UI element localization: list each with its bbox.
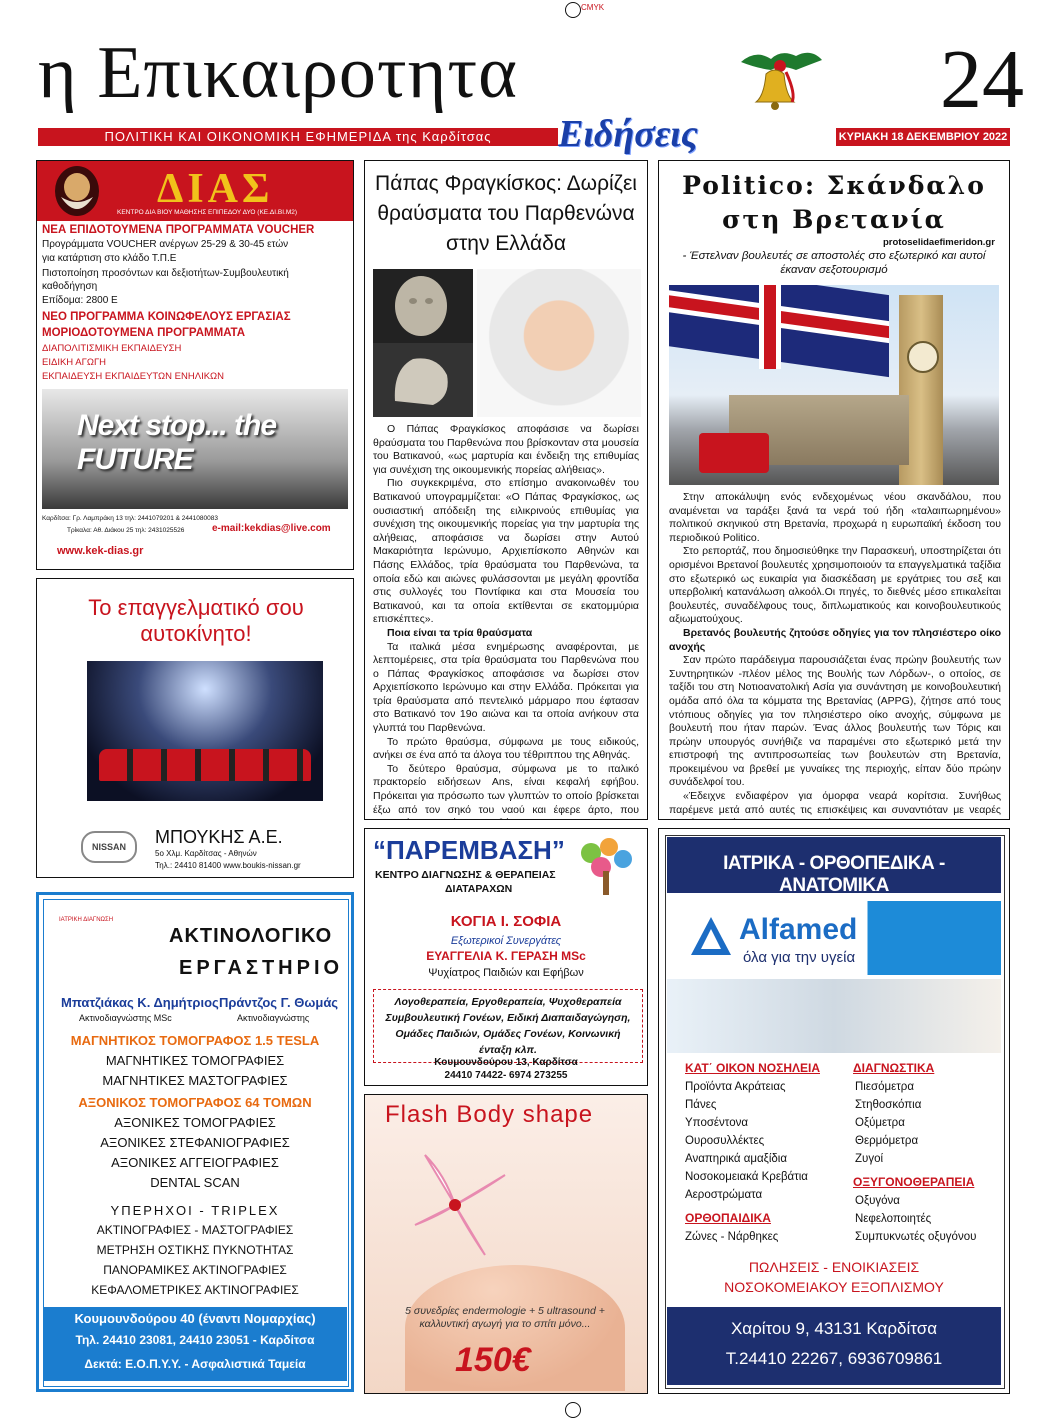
medical-brand: Alfamed bbox=[739, 913, 858, 946]
nissan-address: 5ο Χλμ. Καρδίτσας - Αθηνών bbox=[155, 849, 257, 858]
politico-paragraph-2: Στο ρεπορτάζ, που δημοσιεύθηκε την Παρασκευή, υποστηρίζεται ότι ορισμένοι Βρετανοί βουλευτές χρησιμοποιούν τα επαγγελματικά ταξίδια στο εξωτερικό ως ευκαιρία για διασκέδαση με εργάτριες του σεξ και υπερβολική κατανάλωση αλκοόλ.Οι πηγές, το διεθνές μέσο επικαλείται βουλευτές, συναδέλφους τους, διπλωματικούς και κοινοβουλευτικούς αξιωματούχους. bbox=[669, 545, 1001, 626]
xray-mri-item-2: ΜΑΓΝΗΤΙΚΕΣ ΜΑΣΤΟΓΡΑΦΙΕΣ bbox=[102, 1073, 288, 1088]
pope-paragraph-4: Το πρώτο θραύσμα, σύμφωνα με τους ειδικούς, ανήκει σε ένα από τα άλογα του τέθριππου της Αθηνάς. bbox=[373, 735, 639, 762]
xray-other-item-4: ΠΑΝΟΡΑΜΙΚΕΣ ΑΚΤΙΝΟΓΡΑΦΙΕΣ bbox=[103, 1263, 287, 1277]
xray-other-item-5: ΚΕΦΑΛΟΜΕΤΡΙΚΕΣ ΑΚΤΙΝΟΓΡΑΦΙΕΣ bbox=[91, 1283, 299, 1297]
flag-cross-vertical-red bbox=[764, 285, 776, 369]
xray-ct-item-1: ΑΞΟΝΙΚΕΣ ΤΟΜΟΓΡΑΦΙΕΣ bbox=[114, 1115, 276, 1130]
dias-address-2: Τρίκαλα: Αθ. Διάκου 25 τηλ: 2431025526 bbox=[67, 527, 185, 534]
paremvasi-phones: 24410 74422- 6974 273255 bbox=[444, 1070, 568, 1081]
dias-line-1: Προγράμματα VOUCHER ανέργων 25-29 & 30-45 ετών bbox=[42, 239, 289, 250]
medical-phones: Τ.24410 22267, 6936709861 bbox=[725, 1349, 943, 1368]
dias-logo-sub: ΚΕΝΤΡΟ ΔΙΑ ΒΙΟΥ ΜΑΘΗΣΗΣ ΕΠΙΠΕΔΟΥ ΔΥΟ (ΚΕ.ΔΙ.ΒΙ.Μ2) bbox=[117, 209, 298, 216]
flash-price: 150€ bbox=[455, 1341, 531, 1379]
lily-flower-icon bbox=[395, 1145, 515, 1265]
medical-col1-item-6: Νοσοκομειακά Κρεβάτια bbox=[685, 1171, 808, 1183]
dias-item-2: ΕΙΔΙΚΗ ΑΓΩΓΗ bbox=[42, 357, 107, 368]
medical-col2-item-3: Οξύμετρα bbox=[855, 1117, 905, 1129]
dias-line-3: Πιστοποίηση προσόντων και δεξιοτήτων-Συμβουλευτική καθοδήγηση bbox=[42, 268, 289, 292]
medical-col1-item-8: Ζώνες - Νάρθηκες bbox=[685, 1231, 779, 1243]
politico-body bbox=[669, 491, 1001, 820]
xray-doctor-1-role: Ακτινοδιαγνώστης MSc bbox=[79, 1013, 172, 1023]
watermark: protoselidaefimeridon.gr bbox=[883, 237, 995, 248]
medical-col1-item-7: Αεροστρώματα bbox=[685, 1189, 763, 1201]
dias-heading-3: ΜΟΡΙΟΔΟΤΟΥΜΕΝΑ ΠΡΟΓΡΑΜΜΑΤΑ bbox=[42, 327, 246, 339]
marble-head-icon bbox=[385, 273, 457, 339]
color-mark: CMYK bbox=[581, 3, 605, 12]
xray-small-logo: ΙΑΤΡΙΚΗ ΔΙΑΓΝΩΣΗ bbox=[59, 917, 114, 923]
issue-date: ΚΥΡΙΑΚΗ 18 ΔΕΚΕΜΒΡΙΟΥ 2022 bbox=[836, 128, 1010, 146]
red-bus bbox=[699, 433, 769, 473]
xray-doctor-1: Μπατζιάκας Κ. Δημήτριος bbox=[61, 995, 219, 1010]
flash-offer: 5 συνεδρίες endermologie + 5 ultrasound + καλλυντική αγωγή για το σπίτι μόνο... bbox=[405, 1305, 605, 1330]
medical-sales-2: ΝΟΣΟΚΟΜΕΙΑΚΟΥ ΕΞΟΠΛΙΣΜΟΥ bbox=[724, 1279, 944, 1295]
xray-title-2: ΕΡΓΑΣΤΗΡΙΟ bbox=[179, 957, 344, 979]
nissan-logo: NISSAN bbox=[81, 831, 137, 863]
medical-col1-head-2: ΟΡΘΟΠΑΙΔΙΚΑ bbox=[685, 1211, 771, 1225]
pope-paragraph-3: Τα ιταλικά μέσα ενημέρωσης αναφέρονται, με λεπτομέρειες, στα τρία θραύσματα του Παρθενώνα που ο Πάπας Φραγκίσκος αποφάσισε να δωρίσει στον Αρχιεπίσκοπο Ιερώνυμο και στην Ελλάδα. Πρόκειται για τρία θραύσματα από πεντελικό μάρμαρο που έφτασαν στο Βατικανό τον 19ο αιώνα και τα οποία ανήκουν στα γλυπτά του Παρθενώνα. bbox=[373, 640, 639, 735]
alfamed-logo-icon bbox=[689, 915, 733, 959]
paremvasi-sub-2: ΔΙΑΤΑΡΑΧΩΝ bbox=[445, 883, 513, 895]
nissan-headline: Το επαγγελματικό σου αυτοκίνητο! bbox=[88, 595, 304, 646]
dias-heading-2: ΝΕΟ ΠΡΟΓΡΑΜΜΑ ΚΟΙΝΩΦΕΛΟΥΣ ΕΡΓΑΣΙΑΣ bbox=[42, 311, 291, 323]
paremvasi-address: Κουμουνδούρου 13, Καρδίτσα bbox=[434, 1057, 578, 1068]
medical-col2-item-7: Νεφελοποιητές bbox=[855, 1213, 932, 1225]
dias-email: e-mail:kekdias@live.com bbox=[212, 523, 331, 534]
xray-phones: Τηλ. 24410 23081, 24410 23051 - Καρδίτσα bbox=[75, 1333, 315, 1347]
dias-item-1: ΔΙΑΠΟΛΙΤΙΣΜΙΚΗ ΕΚΠΑΙΔΕΥΣΗ bbox=[42, 343, 182, 354]
medical-col1-head: ΚΑΤ΄ ΟΙΚΟΝ ΝΟΣΗΛΕΙΑ bbox=[685, 1061, 820, 1075]
tree-logo-icon bbox=[571, 835, 641, 899]
politico-paragraph-3: Σαν πρώτο παράδειγμα παρουσιάζεται ένας πρώην βουλευτής των Συντηρητικών -πλέον μέλος της Βουλής των Λόρδων-, ο οποίος, σε ταξίδι του στη Νοτιοανατολική Ασία για συνάντηση με κοινοβουλευτική ομάδα από όλα τα κόμματα της Βρετανίας (APPG), ζήτησε από τους ντόπιους οδηγίες για τον πλησιέστερο οίκο ανοχής, σύμφωνα με βουλευτή που ήταν παρών. Ένας άλλος βουλευτής των Τόρις και πρώην υπουργός συνήθιζε να παραμένει στο εξωτερικό μετά την επιστροφή της αντιπροσωπείας των βουλευτών στη Βρετανία, προκειμένου να βρεθεί με γυναίκες της περιοχής, είπαν δύο πρώην συνάδελφοί του. bbox=[669, 654, 1001, 789]
xray-mri-head: ΜΑΓΝΗΤΙΚΟΣ ΤΟΜΟΓΡΑΦΟΣ 1.5 TESLA bbox=[70, 1033, 320, 1048]
medical-col2-item-6: Οξυγόνα bbox=[855, 1195, 900, 1207]
medical-col2-item-5: Ζυγοί bbox=[855, 1153, 884, 1165]
medical-col2-item-4: Θερμόμετρα bbox=[855, 1135, 919, 1147]
medical-slogan: όλα για την υγεία bbox=[743, 949, 856, 966]
christmas-bell-icon bbox=[736, 44, 826, 114]
pope-portrait bbox=[477, 269, 641, 417]
ad-nissan bbox=[36, 578, 354, 878]
article-pope bbox=[364, 160, 648, 820]
ad-medical bbox=[658, 828, 1010, 1394]
xray-doctor-2: Πράντζος Γ. Θωμάς bbox=[219, 995, 339, 1010]
medical-title: ΙΑΤΡΙΚΑ - ΟΡΘΟΠΕΔΙΚΑ - ΑΝΑΤΟΜΙΚΑ bbox=[723, 853, 945, 896]
politico-paragraph-4: «Έδειχνε ενδιαφέρον για όμορφα νεαρά κορίτσια. Συνήθως παρέμενε μετά από αυτές τις επισκέψεις και συναντιόταν με νεαρές bbox=[669, 790, 1001, 816]
paremvasi-sub-1: ΚΕΝΤΡΟ ΔΙΑΓΝΩΣΗΣ & ΘΕΡΑΠΕΙΑΣ bbox=[375, 869, 556, 881]
dias-banner-text: Next stop... the FUTURE bbox=[77, 409, 277, 476]
medical-address: Χαρίτου 9, 43131 Καρδίτσα bbox=[730, 1319, 938, 1338]
ad-xray bbox=[36, 892, 354, 1392]
pope-subhead: Ποια είναι τα τρία θραύσματα bbox=[387, 626, 533, 639]
xray-insurance: Δεκτά: Ε.Ο.Π.Υ.Υ. - Ασφαλιστικά Ταμεία bbox=[84, 1357, 306, 1371]
dias-heading-1: ΝΕΑ ΕΠΙΔΟΤΟΥΜΕΝΑ ΠΡΟΓΡΑΜΜΑΤΑ VOUCHER bbox=[42, 224, 315, 236]
xray-other-item-2: ΑΚΤΙΝΟΓΡΑΦΙΕΣ - ΜΑΣΤΟΓΡΑΦΙΕΣ bbox=[96, 1223, 294, 1237]
xray-doctor-2-role: Ακτινοδιαγνώστης bbox=[237, 1013, 310, 1023]
politico-image bbox=[669, 285, 999, 485]
page-number: 24 bbox=[940, 33, 1024, 126]
masthead-title: η Επικαιροτητα bbox=[38, 32, 518, 114]
medical-staff-image bbox=[667, 979, 1001, 1053]
medical-col2-item-8: Συμπυκνωτές οξυγόνου bbox=[855, 1231, 977, 1243]
paremvasi-services: Λογοθεραπεία, Εργοθεραπεία, Ψυχοθεραπεία Συμβουλευτική Γονέων, Ειδική Διαπαιδαγώγηση, Ομάδες Παιδιών, Ομάδες Γονέων, Κοινωνική ένταξη κλπ. bbox=[373, 989, 643, 1063]
xray-ct-item-2: ΑΞΟΝΙΚΕΣ ΣΤΕΦΑΝΙΟΓΡΑΦΙΕΣ bbox=[100, 1135, 290, 1150]
dias-logo: ΔΙΑΣ bbox=[157, 166, 274, 212]
pope-paragraph-2: Πιο συγκεκριμένα, στο επίσημο ανακοινωθέν του Βατικανού υπογραμμίζεται: «Ο Πάπας Φραγκίσκος, ως ουσιαστική απόδειξη της ειλικρινούς επιθυμίας για συνέχιση της οικουμενικής πορείας για την μαρτυρία της αλήθειας, αποφάσισε να δωρίσει στην Αυτού Μακαριότητα Ιερώνυμο, Αρχιεπίσκοπο Αθηνών και Πάσης Ελλάδος, τρία θραύσματα του Παρθενώνα, τα οποία εδώ και αιώνες φυλάσσονται με μεγάλη φροντίδα στις συλλογές του Ποντίφικα και στα Μουσεία του Βατικανού, και τα οποία εκτίθενται σε εκατομμύρια επισκέπτες». bbox=[373, 477, 639, 626]
medical-col2-item-1: Πιεσόμετρα bbox=[855, 1081, 914, 1093]
xray-other-item-3: ΜΕΤΡΗΣΗ ΟΣΤΙΚΗΣ ΠΥΚΝΟΤΗΤΑΣ bbox=[96, 1243, 294, 1257]
article-politico bbox=[658, 160, 1010, 820]
pope-body bbox=[373, 423, 639, 820]
registration-mark-bottom-icon bbox=[565, 1402, 581, 1418]
dias-address-1: Καρδίτσα: Γρ. Λαμπράκη 13 τηλ: 2441079201 & 2441080083 bbox=[42, 515, 218, 522]
paremvasi-title: “ΠΑΡΕΜΒΑΣΗ” bbox=[373, 835, 565, 865]
pope-headline: Πάπας Φραγκίσκος: Δωρίζει θραύσματα του Παρθενώνα στην Ελλάδα bbox=[375, 172, 637, 255]
masthead-subtitle: ΠΟΛΙΤΙΚΗ ΚΑΙ ΟΙΚΟΝΟΜΙΚΗ ΕΦΗΜΕΡΙΔΑ της Καρδίτσας bbox=[38, 128, 558, 146]
paremvasi-partner-name: ΕΥΑΓΓΕΛΙΑ Κ. ΓΕΡΑΣΗ MSc bbox=[426, 949, 586, 963]
paremvasi-name: ΚΟΓΙΑ Ι. ΣΟΦΙΑ bbox=[450, 913, 562, 930]
dias-line-4: Επίδομα: 2800 Ε bbox=[42, 295, 118, 306]
ad-paremvasi bbox=[364, 828, 648, 1086]
pope-paragraph-5: Το δεύτερο θραύσμα, σύμφωνα με το ιταλικό πρακτορείο ειδήσεων Ans, είναι κεφαλή εφήβου. Πρόκειται για πρόσωπο των γλυπτών το οποίο βρίσκεται έξω από τον σηκό του ναού και έφερε άρτο, που bbox=[373, 762, 639, 816]
xray-address: Κουμουνδούρου 40 (έναντι Νομαρχίας) bbox=[74, 1311, 316, 1326]
nissan-contact: Τηλ.: 24410 81400 www.boukis-nissan.gr bbox=[155, 861, 301, 870]
flash-title: Flash Body shape bbox=[385, 1101, 594, 1128]
xray-title-1: ΑΚΤΙΝΟΛΟΓΙΚΟ bbox=[169, 925, 333, 947]
xray-ct-item-3: ΑΞΟΝΙΚΕΣ ΑΓΓΕΙΟΓΡΑΦΙΕΣ bbox=[111, 1155, 279, 1170]
politico-subtitle: - Έστελναν βουλευτές σε αποστολές στο εξωτερικό και αυτοί έκαναν σεξοτουρισμό bbox=[682, 250, 986, 276]
politico-subhead: Βρετανός βουλευτής ζητούσε οδηγίες για τον πλησιέστερο οίκο ανοχής bbox=[669, 626, 1001, 653]
marble-fragment-icon bbox=[389, 351, 455, 411]
zeus-head-icon bbox=[47, 163, 107, 219]
nissan-cars bbox=[99, 749, 311, 781]
ad-flash-body bbox=[364, 1094, 648, 1394]
dias-website: www.kek-dias.gr bbox=[57, 545, 144, 557]
registration-mark-icon bbox=[565, 2, 581, 18]
ad-dias bbox=[36, 160, 354, 570]
medical-col1-item-3: Υποσέντονα bbox=[685, 1117, 748, 1129]
paremvasi-partners: Εξωτερικοί Συνεργάτες bbox=[450, 935, 562, 947]
section-title: Ειδήσεις bbox=[558, 113, 698, 155]
medical-col2-item-2: Στηθοσκόπια bbox=[855, 1099, 922, 1111]
medical-col1-item-4: Ουροσυλλέκτες bbox=[685, 1135, 765, 1147]
dias-line-2: για κατάρτιση στο κλάδο Τ.Π.Ε bbox=[42, 253, 177, 264]
politico-headline: Politico: Σκάνδαλο στη Βρετανία bbox=[682, 171, 986, 234]
pope-paragraph-1: Ο Πάπας Φραγκίσκος αποφάσισε να δωρίσει θραύσματα του Παρθενώνα που βρίσκονταν στα μουσεία του Βατικανού, «ως μαρτυρία και ένδειξη της επιθυμίας για συνέχιση της οικουμενικής πορείας αλήθειας». bbox=[373, 423, 639, 476]
xray-ct-item-4: DENTAL SCAN bbox=[150, 1175, 240, 1190]
xray-ct-head: ΑΞΟΝΙΚΟΣ ΤΟΜΟΓΡΑΦΟΣ 64 ΤΟΜΩΝ bbox=[78, 1095, 312, 1110]
nissan-company: ΜΠΟΥΚΗΣ Α.Ε. bbox=[155, 827, 283, 847]
medical-col1-item-5: Αναπηρικά αμαξίδια bbox=[685, 1153, 787, 1165]
politico-paragraph-1: Στην αποκάλυψη ενός ενδεχομένως νέου σκανδάλου, που αναμένεται να ταράξει ξανά τα νερά τού ήδη «ταλαιπωρημένου» πολιτικού σκηνικού στη Βρετανία, προχωρά η ευρωπαϊκή έκδοση του περιοδικού Politico. bbox=[669, 491, 1001, 544]
dias-item-3: ΕΚΠΑΙΔΕΥΣΗ ΕΚΠΑΙΔΕΥΤΩΝ ΕΝΗΛΙΚΩΝ bbox=[42, 371, 225, 382]
medical-col1-item-1: Προϊόντα Ακράτειας bbox=[685, 1081, 786, 1093]
big-ben-clock bbox=[907, 341, 939, 373]
paremvasi-partner-role: Ψυχίατρος Παιδιών και Εφήβων bbox=[428, 967, 584, 979]
xray-other-item-1: ΥΠΕΡΗΧΟΙ - TRIPLEX bbox=[110, 1203, 280, 1218]
medical-sales: ΠΩΛΗΣΕΙΣ - ΕΝΟΙΚΙΑΣΕΙΣ bbox=[748, 1259, 920, 1275]
medical-col1-item-2: Πάνες bbox=[685, 1099, 717, 1111]
medical-col2-head: ΔΙΑΓΝΩΣΤΙΚΑ bbox=[853, 1061, 935, 1075]
medical-col2-head-2: ΟΞΥΓΟΝΟΘΕΡΑΠΕΙΑ bbox=[853, 1175, 975, 1189]
xray-mri-item-1: ΜΑΓΝΗΤΙΚΕΣ ΤΟΜΟΓΡΑΦΙΕΣ bbox=[105, 1053, 285, 1068]
